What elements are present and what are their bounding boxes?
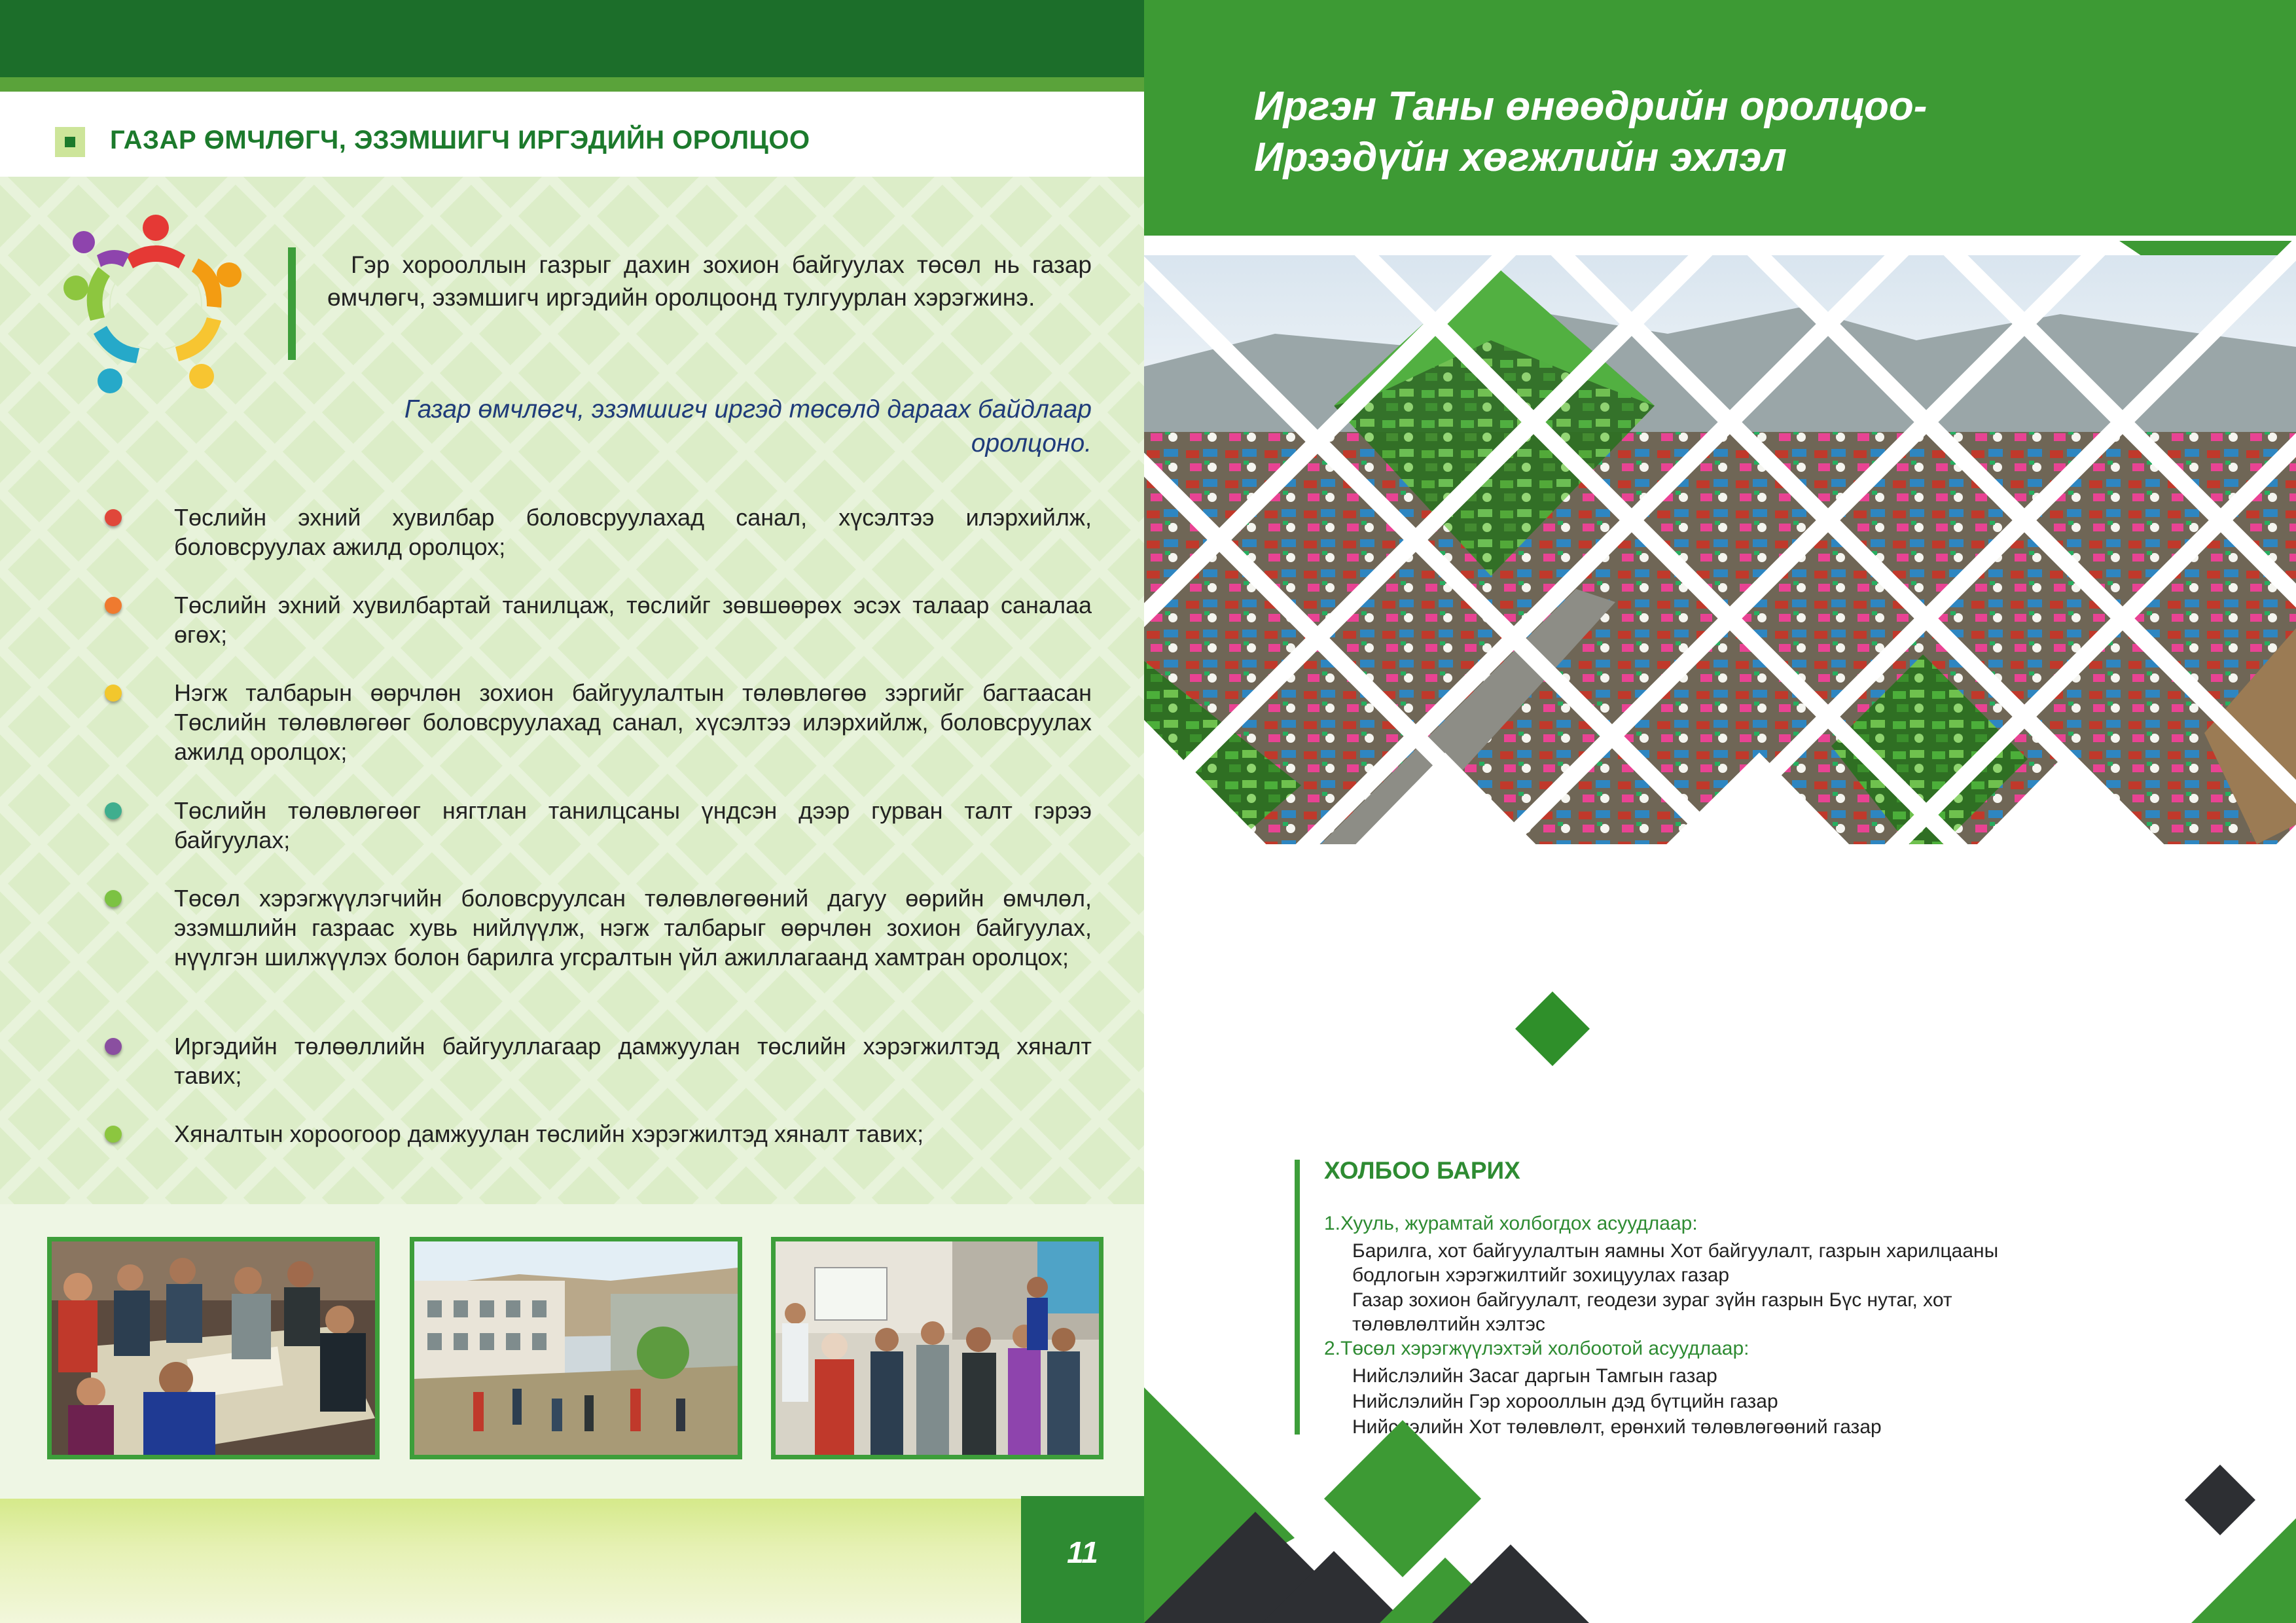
list-item-text: Төсөл хэрэгжүүлэгчийн боловсруулсан төлөвлөгөөний дагуу өөрийн өмчлөл, эзэмшлийн газраас хувь нийлүүлж, нэгж талбарыг өөрчлөн зохион байгуулах, нүүлгэн шилжүүлэх болон барилга угсралтын үйл ажиллагаанд хамтран оролцох; <box>174 885 1092 971</box>
intro-accent-bar <box>288 247 296 360</box>
contact-line: Нийслэлийн Гэр хорооллын дэд бүтцийн газар <box>1352 1391 1778 1412</box>
cover-title-line-1: Иргэн Таны өнөөдрийн оролцоо- <box>1254 84 1928 129</box>
contact-heading-project: 2.Төсөл хэрэгжүүлэхтэй холбоотой асуудлаар: <box>1324 1338 1749 1359</box>
bullet-dot-icon <box>105 890 122 907</box>
bullet-dot-icon <box>105 509 122 526</box>
contact-line: Барилга, хот байгуулалтын яамны Хот байгуулалт, газрын харилцааны бодлогын хэрэгжилтийг зохицуулах газар <box>1352 1240 1999 1286</box>
list-item-text: Иргэдийн төлөөллийн байгууллагаар дамжуулан төслийн хэрэгжилтэд хяналт тавих; <box>174 1033 1092 1089</box>
bullet-dot-icon <box>105 1126 122 1143</box>
section-marker-inner <box>65 137 75 147</box>
bullet-dot-icon <box>105 597 122 614</box>
right-page <box>1144 0 2296 1623</box>
participation-lead: Газар өмчлөгч, эзэмшигч иргэд төсөлд дараах байдлаар оролцоно. <box>404 395 1092 457</box>
list-item-text: Нэгж талбарын өөрчлөн зохион байгуулалтын төлөвлөгөө зэргийг багтаасан Төслийн төлөвлөгөөг боловсруулахад санал, хүсэлтээ илэрхийлж, боловсруулах ажилд оролцох; <box>174 679 1092 765</box>
list-item-text: Төслийн эхний хувилбар боловсруулахад санал, хүсэлтээ илэрхийлж, боловсруулах ажилд оролцох; <box>174 504 1092 560</box>
list-item-text: Хяналтын хороогоор дамжуулан төслийн хэрэгжилтэд хяналт тавих; <box>174 1120 924 1147</box>
community-circle-icon <box>58 209 254 399</box>
left-page <box>0 0 1144 1623</box>
presentation-photo <box>771 1237 1103 1459</box>
contact-line: Нийслэлийн Хот төлөвлөлт, ерөнхий төлөвлөгөөний газар <box>1352 1416 1882 1438</box>
bullet-dot-icon <box>105 1038 122 1055</box>
outdoor-meeting-photo <box>410 1237 742 1459</box>
cover-title <box>1254 81 2236 183</box>
list-item-text: Төслийн төлөвлөгөөг нягтлан танилцсаны үндсэн дээр гурван талт гэрээ байгуулах; <box>174 797 1092 853</box>
section-title: ГАЗАР ӨМЧЛӨГЧ, ЭЗЭМШИГЧ ИРГЭДИЙН ОРОЛЦОО <box>110 126 810 154</box>
cover-title-line-2: Ирээдүйн хөгжлийн эхлэл <box>1254 135 1787 180</box>
contact-line: Газар зохион байгуулалт, геодези зураг зүйн газрын Бүс нутаг, хот төлөвлөлтийн хэлтэс <box>1352 1289 1952 1335</box>
decorative-shapes <box>1144 1302 2296 1623</box>
top-header-bar <box>0 0 1144 79</box>
meeting-photo <box>47 1237 380 1459</box>
intro-paragraph: Гэр хорооллын газрыг дахин зохион байгуулах төсөл нь газар өмчлөгч, эзэмшигч иргэдийн оролцоонд тулгуурлан хэрэгжинэ. <box>327 251 1092 311</box>
contact-line: Нийслэлийн Засаг даргын Тамгын газар <box>1352 1365 1717 1387</box>
photo-collage <box>1144 236 2296 1086</box>
bullet-dot-icon <box>105 802 122 819</box>
list-item-text: Төслийн эхний хувилбартай танилцаж, төслийг зөвшөөрөх эсэх талаар саналаа өгөх; <box>174 592 1092 648</box>
header-accent-stripe <box>0 77 1144 92</box>
bullet-dot-icon <box>105 685 122 702</box>
contact-title: ХОЛБОО БАРИХ <box>1324 1157 1520 1184</box>
contact-heading-laws: 1.Хууль, журамтай холбогдох асуудлаар: <box>1324 1213 1698 1234</box>
bottom-band <box>0 1499 1021 1623</box>
page-number: 11 <box>1067 1535 1098 1569</box>
